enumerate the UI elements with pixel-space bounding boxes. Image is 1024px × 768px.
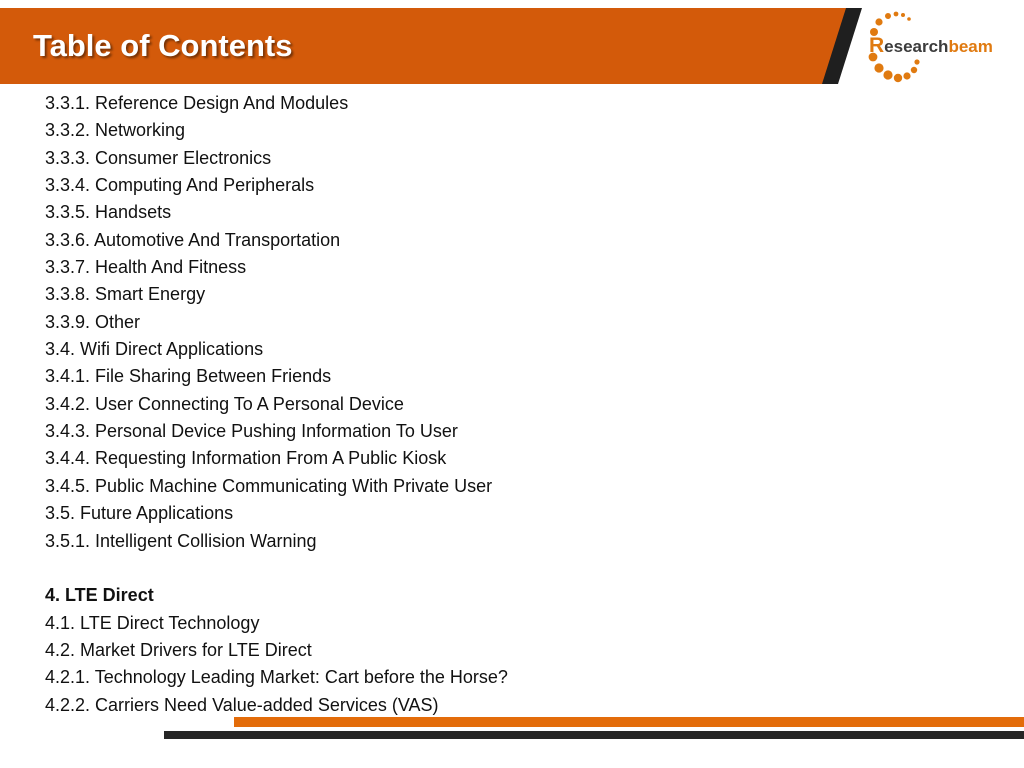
toc-entry: 3.3.4. Computing And Peripherals — [45, 175, 315, 196]
toc-entry: 3.3.7. Health And Fitness — [45, 257, 247, 278]
toc-entry: 3.4.1. File Sharing Between Friends — [45, 366, 332, 387]
toc-chapter-heading: 4. LTE Direct — [45, 585, 154, 606]
toc-entry: 4.2.1. Technology Leading Market: Cart before the Horse? — [45, 667, 508, 688]
toc-spacer — [45, 555, 508, 582]
toc-entry: 3.5.1. Intelligent Collision Warning — [45, 530, 317, 551]
toc-entry: 3.3.8. Smart Energy — [45, 284, 206, 305]
toc-entry: 3.3.9. Other — [45, 311, 141, 332]
toc-entry: 3.4.2. User Connecting To A Personal Device — [45, 393, 404, 414]
toc-entry: 3.5. Future Applications — [45, 503, 234, 524]
toc-entry: 4.2. Market Drivers for LTE Direct — [45, 639, 312, 660]
toc-entry: 4.2.2. Carriers Need Value-added Services (VAS) — [45, 694, 439, 715]
toc-entry: 4.1. LTE Direct Technology — [45, 612, 260, 633]
footer-accent-bar — [234, 717, 1024, 727]
toc-entry: 3.4.4. Requesting Information From A Public Kiosk — [45, 448, 447, 469]
toc-entry: 3.3.6. Automotive And Transportation — [45, 229, 341, 250]
toc-entry: 3.3.3. Consumer Electronics — [45, 147, 272, 168]
table-of-contents — [45, 90, 508, 719]
toc-entry: 3.4.5. Public Machine Communicating With Private User — [45, 475, 493, 496]
toc-entry: 3.3.5. Handsets — [45, 202, 172, 223]
toc-entry: 3.4.3. Personal Device Pushing Information To User — [45, 421, 458, 442]
page-title: Table of Contents — [33, 28, 293, 63]
footer-dark-bar — [164, 731, 1024, 739]
toc-entry: 3.4. Wifi Direct Applications — [45, 339, 264, 360]
brand-wordmark: Researchbeam — [869, 34, 993, 57]
toc-entry: 3.3.2. Networking — [45, 120, 186, 141]
toc-entry: 3.3.1. Reference Design And Modules — [45, 93, 349, 113]
